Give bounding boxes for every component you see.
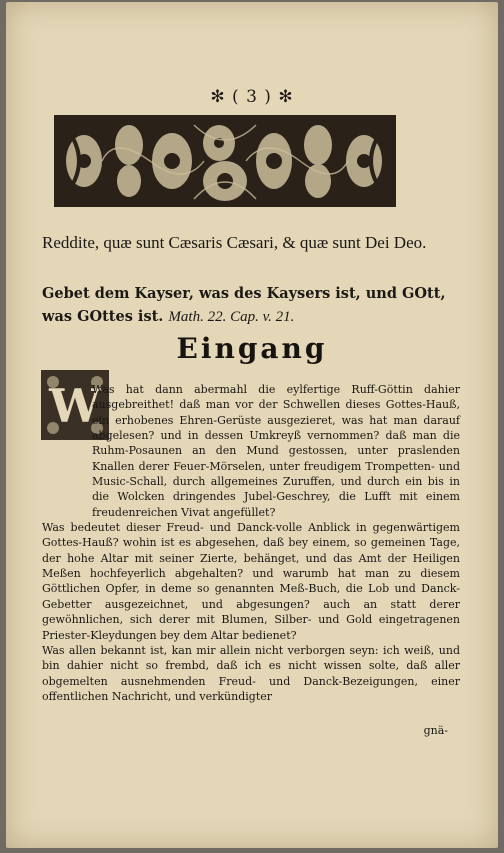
paragraph-2: Was bedeutet dieser Freud- und Danck-volle Anblick in gegenwärtigem Gottes-Hauß? wohin ist es abgesehen, daß bey einem, so gemeinen Tage, der hohe Altar mit seiner Zierte, behänget, und das Amt der Heiligen Meßen hochfeyerlich abgehalten? und warumb hat man zu diesem Göttlichen Opfer, in deme so genannten Meß-Buch, die Lob und Danck-Gebetter ausgezeichnet, und abgesungen? auch an statt derer gewöhnlichen, sich derer mit Blumen, Silber- und Gold eingetragenen Priester-Kleydungen bey dem Altar bedienet? (42, 521, 460, 642)
body-text (42, 382, 460, 704)
section-heading: Eingang (176, 332, 328, 365)
floral-headpiece-ornament (54, 115, 396, 207)
latin-epigraph: Reddite, quæ sunt Cæsaris Cæsari, & quæ sunt Dei Deo. (42, 233, 427, 252)
german-epigraph (42, 282, 452, 329)
scripture-reference: Math. 22. Cap. v. 21. (168, 309, 295, 325)
page-number: ✻ ( 3 ) ✻ (210, 87, 294, 107)
book-page (6, 2, 498, 848)
german-epigraph-text: Gebet dem Kayser, was des Kaysers ist, und GOtt, was GOttes ist. (42, 285, 446, 325)
paragraph-1: Was hat dann abermahl die eylfertige Ruff-Göttin dahier ausgebreithet! daß man vor der Schwellen dieses Gottes-Hauß, ein erhobenes Ehren-Gerüste ausgezieret, was hat man darauf abgelesen? und in dessen Umkreyß vernommen? daß man die Ruhm-Posaunen an den Mund gestossen, unter praslenden Knallen derer Feuer-Mörselen, unter freudigem Trompetten- und Music-Schall, durch allgemeines Zuruffen, und durch ein bis in die Wolcken dringendes Jubel-Geschrey, die Lufft mit einem freudenreichen Vivat angefüllet? (92, 383, 460, 519)
paragraph-3: Was allen bekannt ist, kan mir allein nicht verborgen seyn: ich weiß, und bin dahier nicht so frembd, daß ich es nicht wissen solte, daß aller obgemelten ausnehmenden Freud- und Danck-Bezeigungen, einer offentlichen Nachricht, und verkündigter (42, 643, 460, 703)
svg-text:W: W (49, 379, 101, 433)
catchword: gnä- (423, 724, 448, 737)
